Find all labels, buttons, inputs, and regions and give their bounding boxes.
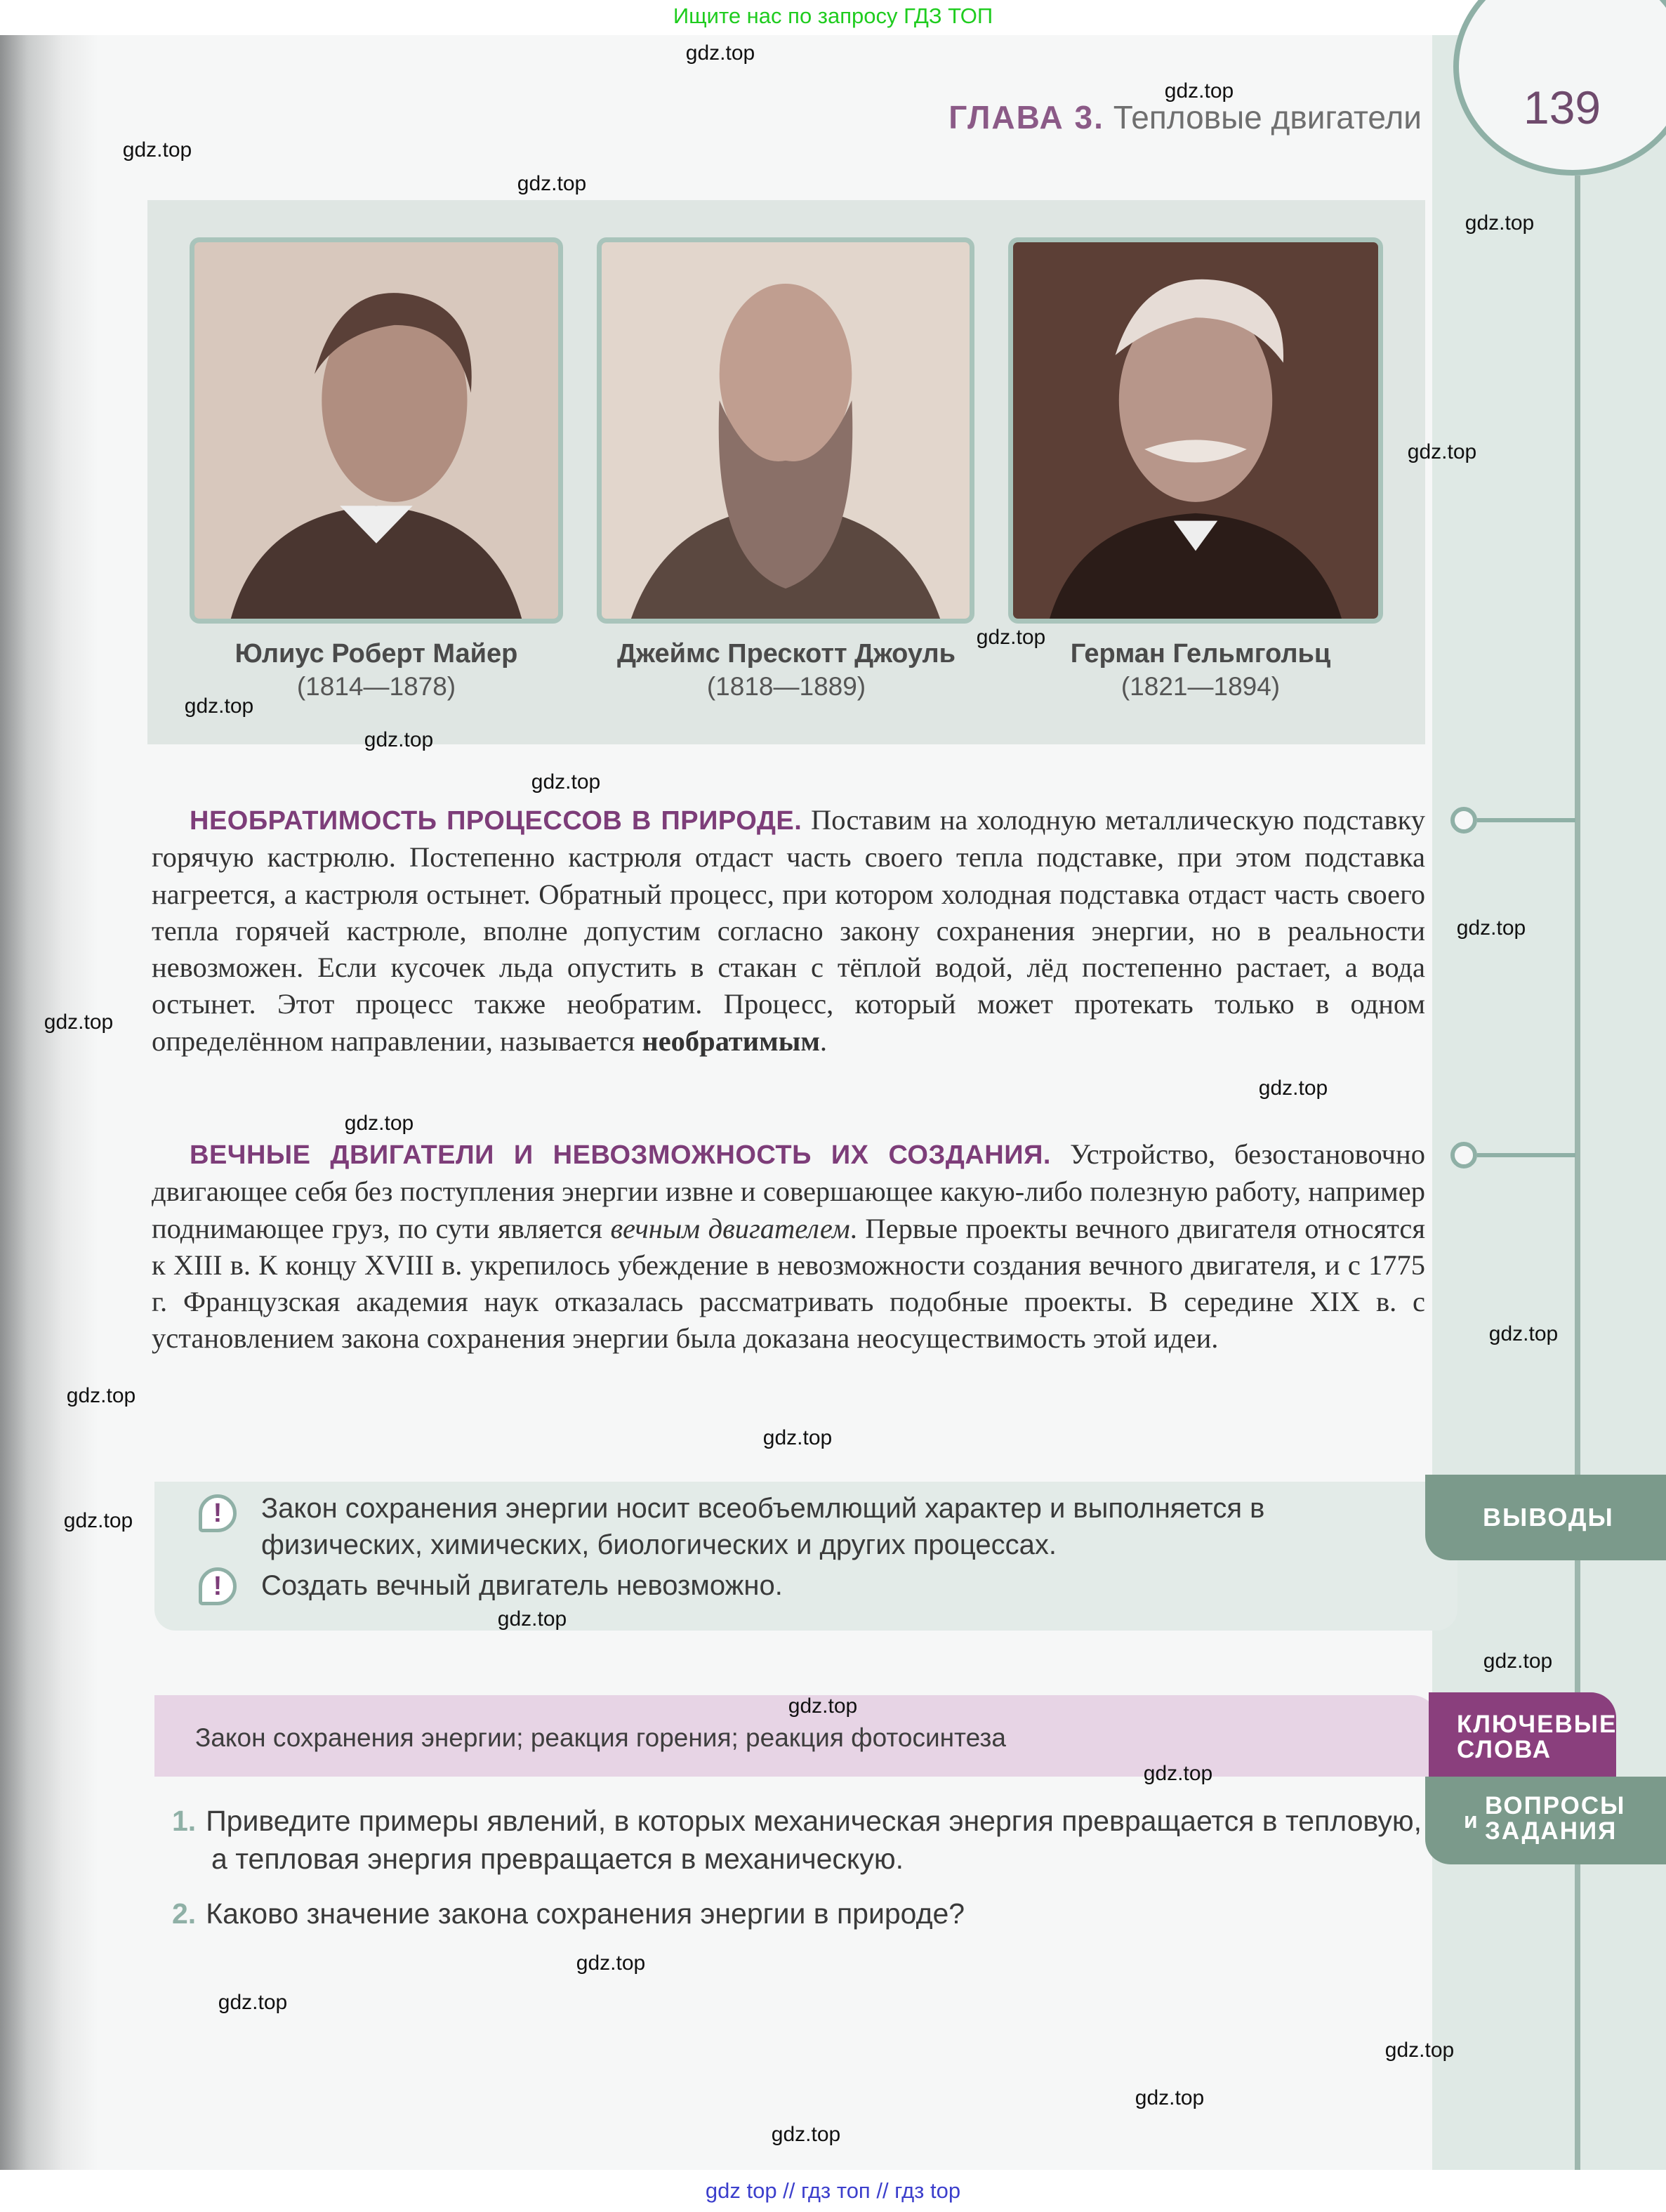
watermark: gdz.top [1258,1077,1328,1100]
portrait-mayer [190,237,563,624]
portrait-name: Герман Гельмгольц [1070,639,1331,669]
watermark: gdz.top [685,41,755,65]
portrait-helmholtz [1008,237,1383,624]
watermark: gdz.top [1465,211,1535,235]
exclamation-icon: ! [199,1494,237,1532]
caption-joule [590,639,983,702]
watermark: gdz.top [1407,440,1477,463]
question-text: Каково значение закона сохранения энергии в природе? [206,1897,965,1930]
caption-helmholtz [1004,639,1397,702]
watermark: gdz.top [1488,1322,1559,1345]
section-text: Поставим на холодную металлическую подставку горячую кастрюлю. Постепенно кастрюля отдаст часть своего тепла подставке, при этом подставка нагреется, а кастрюля остынет. Обратный процесс, при котором холодная подставка отдаст часть своего тепла горячей кастрюле, вполне допустим согласно закону сохранения энергии, но в реальности невозможен. Если кусочек льда опустить в стакан с тёплой водой, лёд постепенно растает, а вода остынет. Этот процесс также необратим. Процесс, который может протекать только в одном определённом направлении, называется [152,804,1425,1057]
section-irreversibility [152,802,1425,1060]
book-binding-shadow [0,35,98,2170]
watermark: gdz.top [762,1426,833,1449]
watermark: gdz.top [576,1951,646,1975]
portrait-name: Джеймс Прескотт Джоуль [616,639,956,669]
search-banner: Ищите нас по запросу ГДЗ ТОП [0,0,1666,35]
watermark: gdz.top [1135,2086,1205,2109]
section-marker-line [1477,818,1575,822]
page-number: 139 [1523,81,1601,133]
conclusion-item: Закон сохранения энергии носит всеобъемлющий характер и выполняется в физических, химических, биологических и других процессах. [261,1493,1265,1560]
section-text: Устройство, безостановочно двигающее себя без поступления энергии извне и совершающее какую-либо полезную работу, например поднимающее груз, по сути является [152,1138,1425,1244]
section-marker [1450,807,1477,834]
watermark: gdz.top [44,1010,114,1034]
question-text: Приведите примеры явлений, в которых механическая энергия превращается в тепловую, а тепловая энергия превращается в механическую. [206,1805,1422,1875]
section-text: . Первые проекты вечного двигателя относятся к XIII в. К концу XVIII в. укрепилось убеждение в невозможности создания вечного двигателя, и с 1775 г. Французская академия наук отказалась рассматривать подобные проекты. В середине XIX в. с установлением закона сохранения энергии была доказана неосуществимость этой идеи. [152,1212,1426,1355]
portrait-name: Юлиус Роберт Майер [234,639,518,669]
watermark: gdz.top [184,694,254,718]
watermark: gdz.top [63,1509,133,1532]
tab-questions-and: и [1464,1808,1479,1833]
section-heading: НЕОБРАТИМОСТЬ ПРОЦЕССОВ В ПРИРОДЕ. [190,806,802,836]
portrait-dates: (1818—1889) [706,672,866,701]
question-item [172,1802,1422,1878]
portrait-dates: (1821—1894) [1120,672,1281,701]
caption-mayer [180,639,573,702]
footer-links[interactable]: gdz top // гдз топ // гдз top [0,2170,1666,2210]
watermark: gdz.top [66,1384,136,1407]
tab-keywords-line2: СЛОВА [1457,1736,1552,1763]
watermark: gdz.top [771,2123,841,2146]
conclusion-item: Создать вечный двигатель невозможно. [261,1570,783,1601]
watermark: gdz.top [364,728,434,751]
question-item [172,1895,1422,1933]
key-term: вечным двигателем [610,1212,850,1244]
watermark: gdz.top [1483,1650,1553,1673]
tab-keywords-line1: КЛЮЧЕВЫЕ [1457,1711,1618,1738]
tab-conclusions: ВЫВОДЫ [1425,1475,1666,1560]
side-line [1575,176,1580,2170]
tab-keywords [1429,1692,1616,1778]
watermark: gdz.top [976,626,1046,649]
section-text-end: . [819,1025,828,1057]
keywords-text: Закон сохранения энергии; реакция горения; реакция фотосинтеза [195,1723,1006,1752]
question-number: 1. [172,1805,197,1837]
section-perpetual-motion [152,1136,1425,1357]
section-marker-line [1477,1153,1575,1157]
tab-questions [1425,1777,1666,1864]
exclamation-icon: ! [199,1567,237,1605]
watermark: gdz.top [531,770,601,794]
tab-questions-line1: ВОПРОСЫ [1485,1792,1626,1819]
section-heading: ВЕЧНЫЕ ДВИГАТЕЛИ И НЕВОЗМОЖНОСТЬ ИХ СОЗДАНИЯ. [190,1140,1051,1170]
watermark: gdz.top [788,1694,858,1718]
chapter-label: ГЛАВА 3. [948,99,1104,136]
watermark: gdz.top [218,1991,288,2014]
watermark: gdz.top [497,1607,567,1631]
watermark: gdz.top [1164,79,1234,103]
watermark: gdz.top [1384,2039,1455,2062]
watermark: gdz.top [517,172,587,195]
chapter-header [948,98,1422,136]
portrait-dates: (1814—1878) [296,672,456,701]
watermark: gdz.top [1143,1762,1213,1785]
watermark: gdz.top [1456,916,1526,940]
key-term: необратимым [642,1025,820,1057]
chapter-title: Тепловые двигатели [1113,99,1422,136]
section-marker [1450,1142,1477,1168]
watermark: gdz.top [122,138,192,162]
question-number: 2. [172,1897,197,1930]
watermark: gdz.top [344,1112,414,1135]
tab-questions-line2: ЗАДАНИЯ [1485,1817,1618,1845]
portrait-joule [597,237,974,624]
